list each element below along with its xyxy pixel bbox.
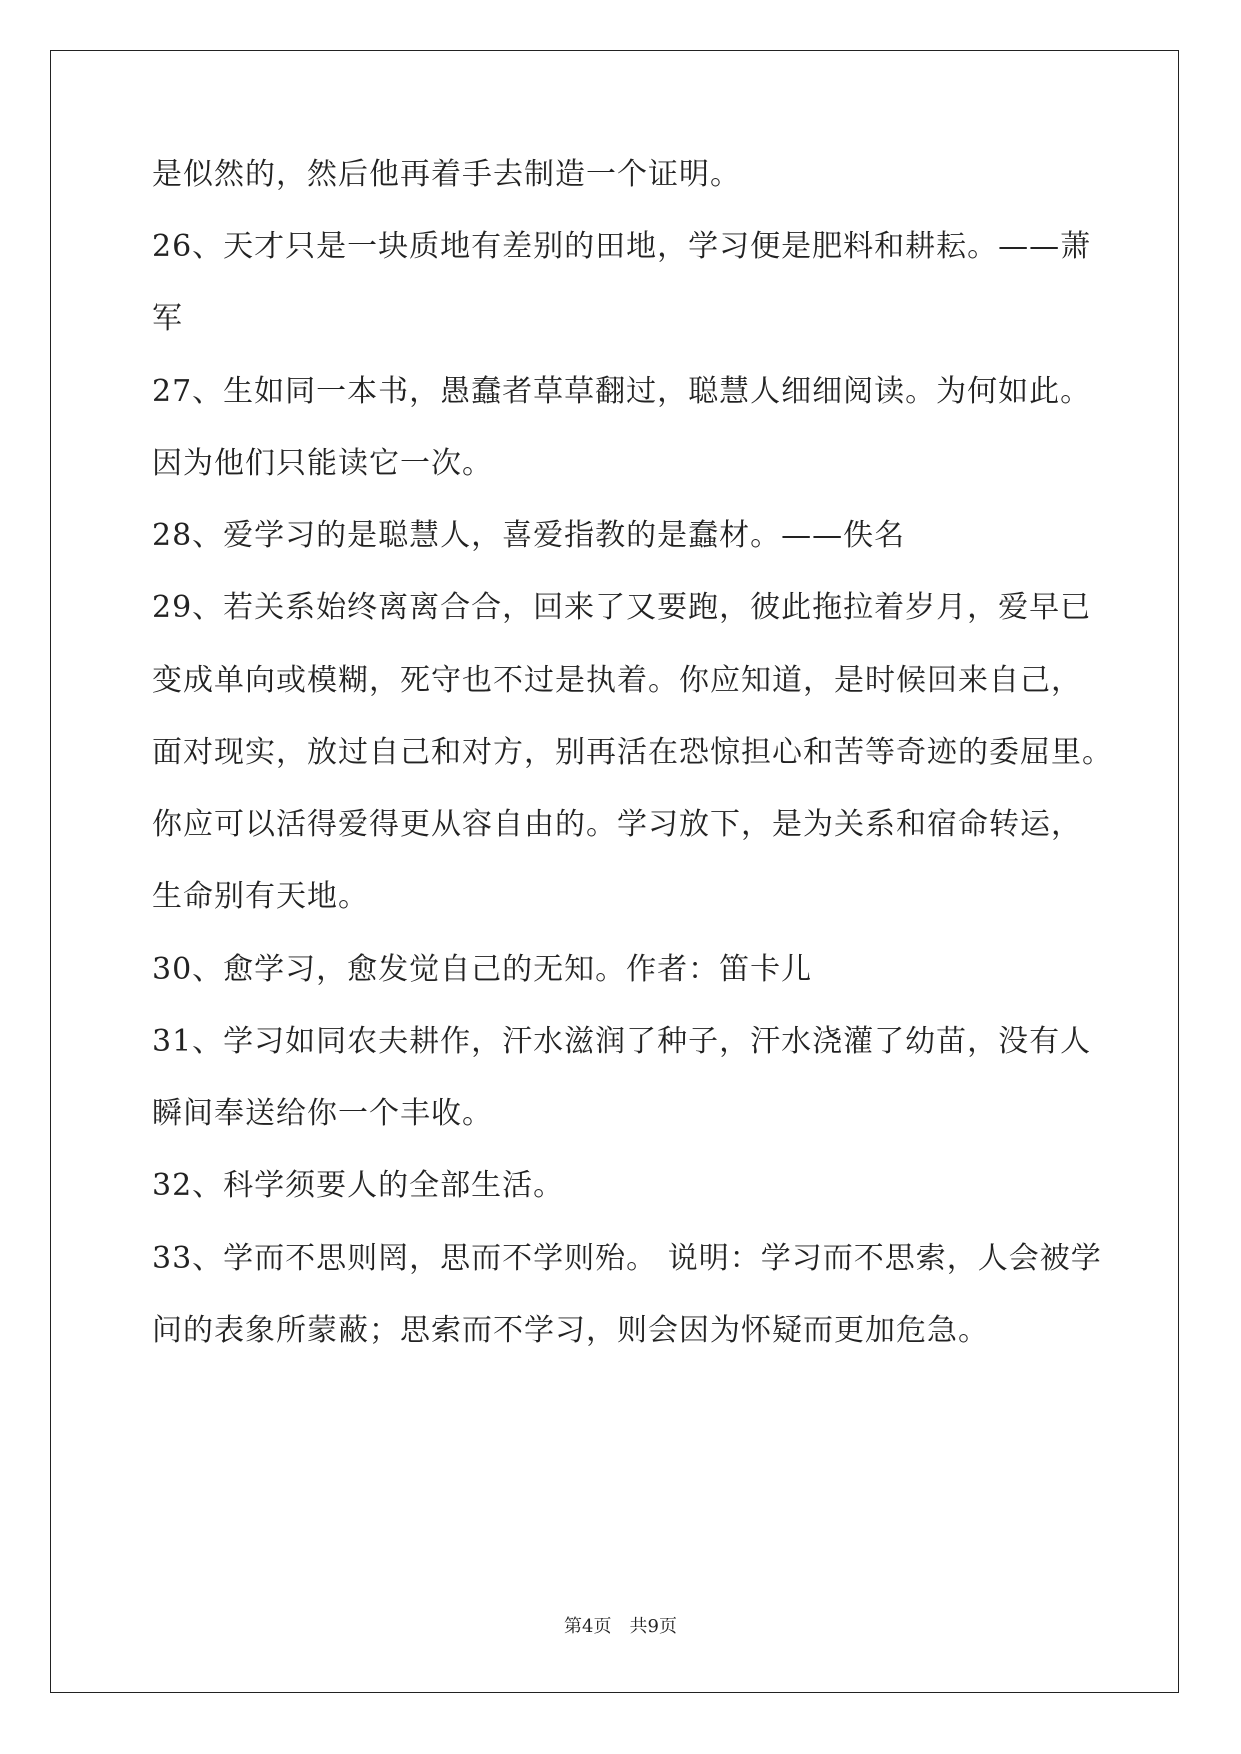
page-footer: [0, 1612, 1241, 1638]
text-line: 26、天才只是一块质地有差别的田地，学习便是肥料和耕耘。——萧: [152, 229, 1092, 264]
text-line: 是似然的，然后他再着手去制造一个证明。: [152, 157, 741, 192]
text-line: 33、学而不思则罔，思而不学则殆。 说明：学习而不思索，人会被学: [152, 1241, 1102, 1276]
text-line: 31、学习如同农夫耕作，汗水滋润了种子，汗水浇灌了幼苗，没有人: [152, 1024, 1092, 1059]
text-line: 问的表象所蒙蔽；思索而不学习，则会因为怀疑而更加危急。: [152, 1313, 989, 1348]
text-line: 你应可以活得爱得更从容自由的。学习放下，是为关系和宿命转运，: [152, 807, 1082, 842]
text-line: 军: [152, 301, 183, 336]
text-line: 生命别有天地。: [152, 879, 369, 914]
text-line: 30、愈学习，愈发觉自己的无知。作者：笛卡儿: [152, 952, 813, 987]
text-line: 27、生如同一本书，愚蠢者草草翻过，聪慧人细细阅读。为何如此。: [152, 374, 1092, 409]
text-line: 32、科学须要人的全部生活。: [152, 1168, 565, 1203]
total-pages-label: 共9页: [629, 1616, 677, 1637]
text-line: 瞬间奉送给你一个丰收。: [152, 1096, 493, 1131]
text-line: 面对现实，放过自己和对方，别再活在恐惊担心和苦等奇迹的委屈里。: [152, 735, 1113, 770]
text-line: 28、爱学习的是聪慧人，喜爱指教的是蠢材。——佚名: [152, 518, 906, 553]
text-line: 因为他们只能读它一次。: [152, 446, 493, 481]
page-border: [50, 50, 1179, 1693]
current-page-label: 第4页: [564, 1616, 612, 1637]
text-line: 变成单向或模糊，死守也不过是执着。你应知道，是时候回来自己，: [152, 663, 1082, 698]
text-line: 29、若关系始终离离合合，回来了又要跑，彼此拖拉着岁月，爱早已: [152, 590, 1092, 625]
